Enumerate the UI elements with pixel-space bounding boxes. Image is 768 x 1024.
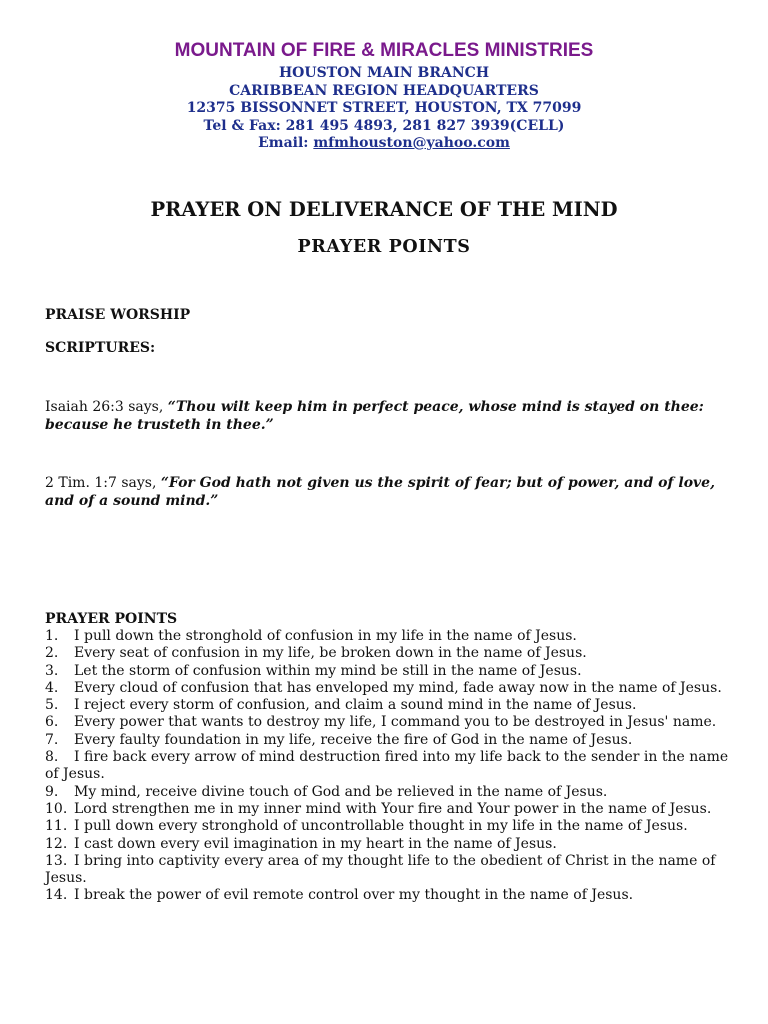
prayer-point-item bbox=[45, 697, 735, 714]
prayer-point-item bbox=[45, 680, 735, 697]
address: 12375 BISSONNET STREET, HOUSTON, TX 77099 bbox=[186, 100, 582, 116]
prayer-point-text: I cast down every evil imagination in my heart in the name of Jesus. bbox=[74, 835, 557, 852]
prayer-point-number: 13. bbox=[45, 852, 68, 869]
scripture-isaiah bbox=[45, 398, 735, 434]
scripture-ref: 2 Tim. 1:7 says, bbox=[45, 475, 161, 491]
prayer-point-text: I bring into captivity every area of my thought life to the obedient of Christ in the name of Jesus. bbox=[45, 852, 716, 887]
prayer-point-text: I reject every storm of confusion, and claim a sound mind in the name of Jesus. bbox=[74, 697, 637, 714]
prayer-points-heading: PRAYER POINTS bbox=[45, 611, 178, 627]
prayer-point-item bbox=[45, 645, 735, 662]
prayer-point-text: I fire back every arrow of mind destruction fired into my life back to the sender in the name of Jesus. bbox=[45, 749, 729, 783]
page-title: PRAYER ON DELIVERANCE OF THE MIND bbox=[150, 198, 618, 221]
prayer-point-item bbox=[45, 818, 735, 835]
prayer-point-number: 7. bbox=[45, 731, 59, 748]
prayer-point-text: Every seat of confusion in my life, be broken down in the name of Jesus. bbox=[74, 645, 587, 662]
prayer-point-item bbox=[45, 732, 735, 749]
scripture-quote: “Thou wilt keep him in perfect peace, whose mind is stayed on thee: because he trusteth in thee.” bbox=[45, 399, 704, 433]
prayer-point-number: 4. bbox=[45, 679, 59, 696]
prayer-point-item bbox=[45, 836, 735, 853]
prayer-point-number: 3. bbox=[45, 662, 59, 679]
prayer-point-number: 1. bbox=[45, 628, 59, 644]
prayer-point-text: Let the storm of confusion within my mind be still in the name of Jesus. bbox=[74, 662, 582, 679]
prayer-point-item bbox=[45, 749, 735, 784]
prayer-point-text: Every power that wants to destroy my life, I command you to be destroyed in Jesus' name. bbox=[74, 714, 717, 731]
prayer-point-text: I pull down the stronghold of confusion in my life in the name of Jesus. bbox=[74, 628, 577, 644]
prayer-point-text: Every cloud of confusion that has enveloped my mind, fade away now in the name of Jesus. bbox=[74, 679, 722, 696]
prayer-point-text: Lord strengthen me in my inner mind with Your fire and Your power in the name of Jesus. bbox=[74, 800, 712, 817]
prayer-point-text: I break the power of evil remote control over my thought in the name of Jesus. bbox=[74, 887, 634, 904]
branch-name: HOUSTON MAIN BRANCH bbox=[278, 65, 490, 81]
prayer-points-list bbox=[45, 628, 735, 905]
prayer-point-text: I pull down every stronghold of uncontrollable thought in my life in the name of Jesus. bbox=[74, 818, 688, 835]
region-name: CARIBBEAN REGION HEADQUARTERS bbox=[229, 83, 539, 99]
prayer-point-item bbox=[45, 801, 735, 818]
prayer-point-text: Every faulty foundation in my life, receive the fire of God in the name of Jesus. bbox=[74, 731, 633, 748]
prayer-point-number: 6. bbox=[45, 714, 59, 731]
prayer-point-number: 2. bbox=[45, 645, 59, 662]
page-subtitle: PRAYER POINTS bbox=[297, 237, 471, 257]
prayer-point-number: 11. bbox=[45, 818, 68, 835]
prayer-point-item bbox=[45, 714, 735, 731]
phone: Tel & Fax: 281 495 4893, 281 827 3939(CELL) bbox=[203, 118, 565, 134]
prayer-point-number: 5. bbox=[45, 697, 59, 714]
scripture-quote: “For God hath not given us the spirit of fear; but of power, and of love, and of a sound mind.” bbox=[45, 475, 715, 509]
prayer-point-item bbox=[45, 784, 735, 801]
scripture-timothy bbox=[45, 474, 735, 510]
prayer-point-item bbox=[45, 628, 735, 645]
prayer-point-text: My mind, receive divine touch of God and be relieved in the name of Jesus. bbox=[74, 783, 608, 800]
prayer-point-number: 12. bbox=[45, 835, 68, 852]
prayer-point-item bbox=[45, 853, 735, 888]
prayer-point-number: 10. bbox=[45, 800, 68, 817]
prayer-point-number: 14. bbox=[45, 887, 68, 904]
prayer-point-item bbox=[45, 887, 735, 904]
prayer-point-item bbox=[45, 663, 735, 680]
email-link[interactable]: mfmhouston@yahoo.com bbox=[313, 135, 510, 151]
email-line bbox=[0, 134, 768, 152]
praise-worship-label: PRAISE WORSHIP bbox=[45, 307, 191, 323]
scriptures-label: SCRIPTURES: bbox=[45, 340, 156, 356]
prayer-point-number: 9. bbox=[45, 783, 59, 800]
prayer-point-number: 8. bbox=[45, 749, 59, 766]
org-name: MOUNTAIN OF FIRE & MIRACLES MINISTRIES bbox=[174, 40, 594, 61]
scripture-ref: Isaiah 26:3 says, bbox=[45, 399, 168, 415]
email-label: Email: bbox=[258, 135, 314, 151]
